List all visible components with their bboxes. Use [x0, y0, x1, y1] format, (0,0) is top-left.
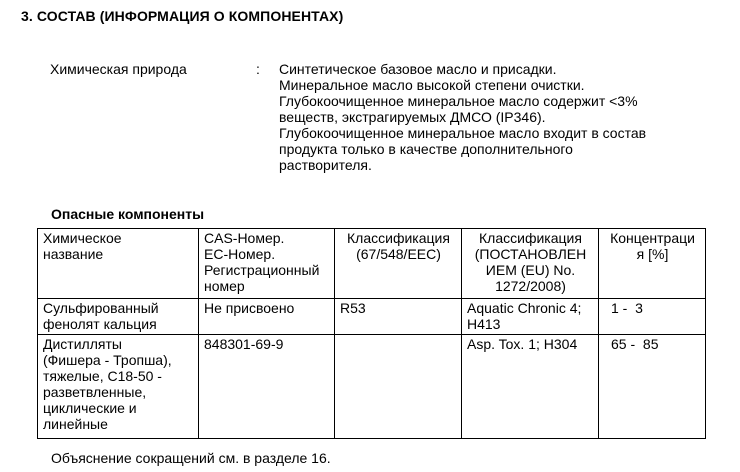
cell-concentration: 1 - 3 [599, 299, 706, 335]
chemical-nature-line: Синтетическое базовое масло и присадки. [279, 61, 557, 77]
cell-chemical-name: Сульфированный фенолят кальция [38, 299, 199, 335]
chemical-nature-line: растворителя. [279, 157, 372, 173]
chemical-nature-line: Глубокоочищенное минеральное масло содержит <3% [279, 93, 638, 109]
section-title: 3. СОСТАВ (ИНФОРМАЦИЯ О КОМПОНЕНТАХ) [21, 8, 344, 24]
cell-classification-67-548: R53 [335, 299, 462, 335]
chemical-nature-text [279, 61, 699, 173]
cell-concentration: 65 - 85 [599, 335, 706, 439]
chemical-nature-label: Химическая природа [50, 61, 187, 77]
cell-classification-67-548 [335, 335, 462, 439]
cell-classification-1272: Aquatic Chronic 4; H413 [462, 299, 599, 335]
header-classification-67-548: Классификация (67/548/EEC) [335, 229, 462, 299]
cell-classification-1272: Asp. Tox. 1; H304 [462, 335, 599, 439]
header-chemical-name: Химическое название [38, 229, 199, 299]
table-row [38, 335, 706, 439]
table-header-row [38, 229, 706, 299]
chemical-nature-line: продукта только в качестве дополнительного [279, 141, 573, 157]
chemical-nature-line: веществ, экстрагируемых ДМСО (IP346). [279, 109, 546, 125]
header-classification-1272: Классификация (ПОСТАНОВЛЕН ИЕМ (EU) No. 1272/2008) [462, 229, 599, 299]
table-row [38, 299, 706, 335]
hazardous-components-title: Опасные компоненты [51, 206, 205, 222]
chemical-nature-colon: : [256, 61, 260, 77]
chemical-nature-line: Глубокоочищенное минеральное масло входит в состав [279, 125, 647, 141]
hazardous-components-table [37, 228, 706, 439]
cell-chemical-name: Дистилляты (Фишера - Тропша), тяжелые, C18-50 - разветвленные, циклические и линейные [38, 335, 199, 439]
chemical-nature-line: Минеральное масло высокой степени очистки. [279, 77, 585, 93]
header-concentration: Концентраци я [%] [599, 229, 706, 299]
header-cas-number: CAS-Номер. EC-Номер. Регистрационный номер [199, 229, 335, 299]
cell-cas-number: Не присвоено [199, 299, 335, 335]
cell-cas-number: 848301-69-9 [199, 335, 335, 439]
abbreviations-footnote: Объяснение сокращений см. в разделе 16. [51, 450, 331, 466]
